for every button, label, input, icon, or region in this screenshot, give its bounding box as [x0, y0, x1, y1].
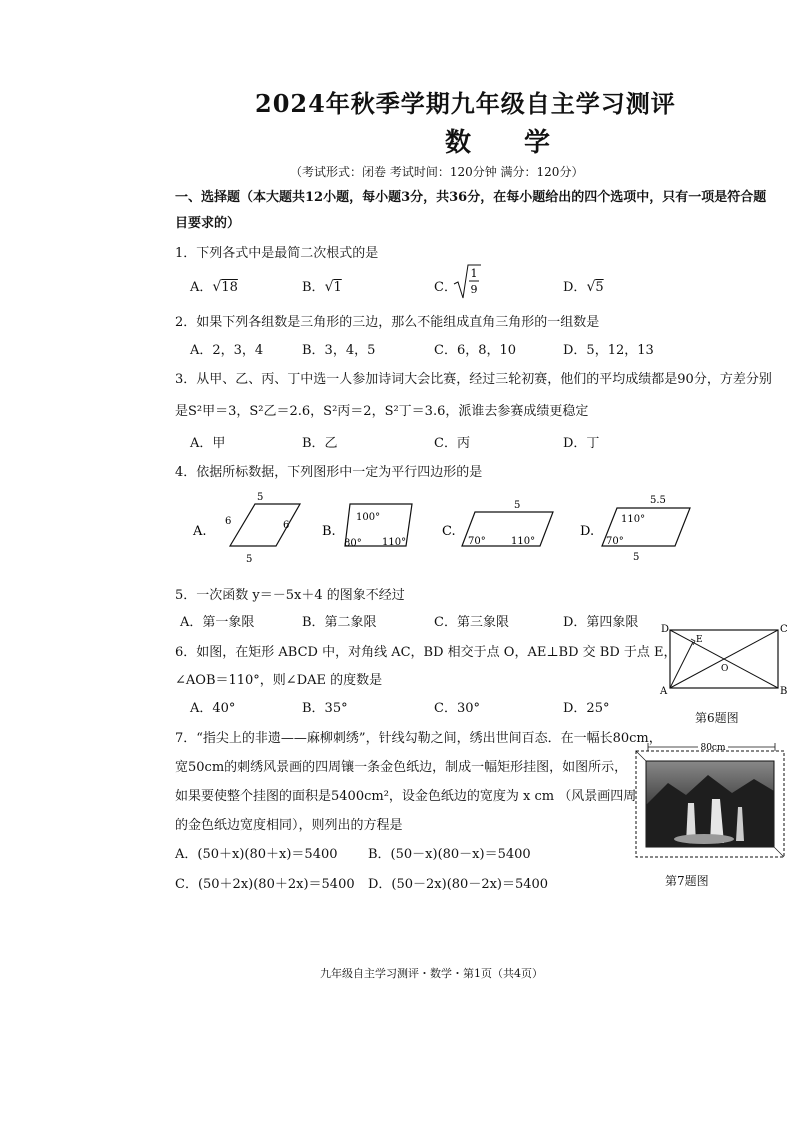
section-heading: 一、选择题（本大题共12小题，每小题3分，共36分，在每小题给出的四个选项中，只有一项是符合题 — [175, 190, 767, 205]
q7-option-c: C．(50＋2x)(80＋2x)＝5400 — [175, 877, 355, 892]
q5-option-a: A．第一象限 — [180, 615, 255, 630]
q2-option-a: A．2，3，4 — [190, 343, 264, 358]
q6-caption: 第6题图 — [695, 711, 739, 725]
svg-text:100°: 100° — [356, 512, 381, 523]
subject-title: 数 学 — [445, 128, 573, 158]
q7-figure — [628, 735, 788, 865]
q5-option-c: C．第三象限 — [434, 615, 509, 630]
q6-label-d: D — [661, 624, 670, 635]
q2-option-c: C．6，8，10 — [434, 343, 517, 358]
q2-stem: 2．如果下列各组数是三角形的三边，那么不能组成直角三角形的一组数是 — [175, 315, 600, 330]
svg-text:5: 5 — [514, 500, 521, 511]
q4-figure-b — [322, 504, 412, 549]
q7-stem-cont3: 的金色纸边宽度相同），则列出的方程是 — [175, 818, 403, 833]
svg-text:80°: 80° — [344, 538, 362, 549]
svg-text:5.5: 5.5 — [650, 495, 666, 506]
q4-figure-a — [192, 492, 300, 565]
q1-option-a: A．√18 — [190, 279, 238, 295]
q4-figure-d — [580, 495, 690, 563]
q6-option-c: C．30° — [434, 701, 480, 716]
q1-option-c: C． — [434, 280, 457, 295]
q4-figure-c — [442, 500, 553, 547]
q7-stem-cont1: 宽50cm的刺绣风景画的四周镶一条金色纸边，制成一幅矩形挂图，如图所示， — [175, 760, 628, 775]
q4-figures — [180, 488, 720, 568]
svg-text:110°: 110° — [511, 536, 536, 547]
q1-option-b: B．√1 — [302, 279, 342, 295]
exam-info: （考试形式：闭卷 考试时间：120分钟 满分：120分） — [290, 165, 584, 179]
svg-text:5: 5 — [257, 492, 264, 503]
svg-text:110°: 110° — [382, 537, 407, 548]
q7-caption: 第7题图 — [665, 874, 709, 888]
q3-option-a: A．甲 — [190, 436, 226, 451]
q6-label-a: A — [660, 686, 668, 697]
q7-stem-cont2: 如果要使整个挂图的面积是5400cm²，设金色纸边的宽度为 x cm （风景画四周 — [175, 789, 637, 804]
q3-stem: 3．从甲、乙、丙、丁中选一人参加诗词大会比赛，经过三轮初赛，他们的平均成绩都是90分，方差分别 — [175, 372, 772, 387]
svg-text:A.: A. — [193, 524, 207, 539]
svg-text:110°: 110° — [621, 514, 646, 525]
q1-stem: 1．下列各式中是最简二次根式的是 — [175, 246, 379, 261]
page-footer: 九年级自主学习测评・数学・第1页（共4页） — [320, 967, 543, 980]
q6-figure — [655, 620, 790, 700]
q7-option-a: A．(50＋x)(80＋x)＝5400 — [175, 847, 338, 862]
svg-text:5: 5 — [246, 554, 253, 565]
exam-title: 2024年秋季学期九年级自主学习测评 — [255, 89, 676, 118]
q3-option-c: C．丙 — [434, 436, 470, 451]
q1-option-d: D．√5 — [563, 279, 604, 295]
q6-option-b: B．35° — [302, 701, 348, 716]
q6-label-c: C — [780, 624, 788, 635]
svg-text:5: 5 — [633, 552, 640, 563]
q5-option-d: D．第四象限 — [563, 615, 639, 630]
q6-option-a: A．40° — [190, 701, 236, 716]
svg-text:70°: 70° — [468, 536, 486, 547]
section-heading-cont: 目要求的） — [175, 216, 241, 231]
q2-option-b: B．3，4，5 — [302, 343, 376, 358]
q2-option-d: D．5，12，13 — [563, 343, 654, 358]
svg-text:6: 6 — [225, 516, 232, 527]
svg-text:70°: 70° — [606, 536, 624, 547]
q7-option-d: D．(50－2x)(80－2x)＝5400 — [368, 877, 549, 892]
q6-stem-cont: ∠AOB＝110°，则∠DAE 的度数是 — [175, 673, 383, 688]
q3-option-d: D．丁 — [563, 436, 600, 451]
svg-text:D.: D. — [580, 524, 595, 539]
svg-text:C.: C. — [442, 524, 456, 539]
q5-option-b: B．第二象限 — [302, 615, 377, 630]
q7-dimension-label: 80cm — [700, 743, 726, 753]
q3-stem-cont: 是S²甲＝3，S²乙＝2.6，S²丙＝2，S²丁＝3.6，派谁去参赛成绩更稳定 — [175, 404, 589, 419]
svg-text:B.: B. — [322, 524, 336, 539]
q1-option-c-radical — [452, 262, 482, 302]
q6-label-e: E — [696, 635, 703, 645]
svg-text:6: 6 — [283, 520, 290, 531]
q6-option-d: D．25° — [563, 701, 610, 716]
q6-label-o: O — [721, 664, 729, 674]
q7-stem: 7．“指尖上的非遗——麻柳刺绣”，针线勾勒之间，绣出世间百态．在一幅长80cm， — [175, 731, 662, 746]
q5-stem: 5．一次函数 y＝－5x＋4 的图象不经过 — [175, 588, 405, 603]
q1-c-denominator: 9 — [470, 283, 478, 296]
q6-label-b: B — [780, 686, 788, 697]
q3-option-b: B．乙 — [302, 436, 338, 451]
q7-option-b: B．(50－x)(80－x)＝5400 — [368, 847, 531, 862]
q4-stem: 4．依据所标数据，下列图形中一定为平行四边形的是 — [175, 465, 483, 480]
q1-c-numerator: 1 — [470, 267, 478, 280]
q6-stem: 6．如图，在矩形 ABCD 中，对角线 AC，BD 相交于点 O，AE⊥BD 交 BD 于点 E， — [175, 645, 677, 660]
